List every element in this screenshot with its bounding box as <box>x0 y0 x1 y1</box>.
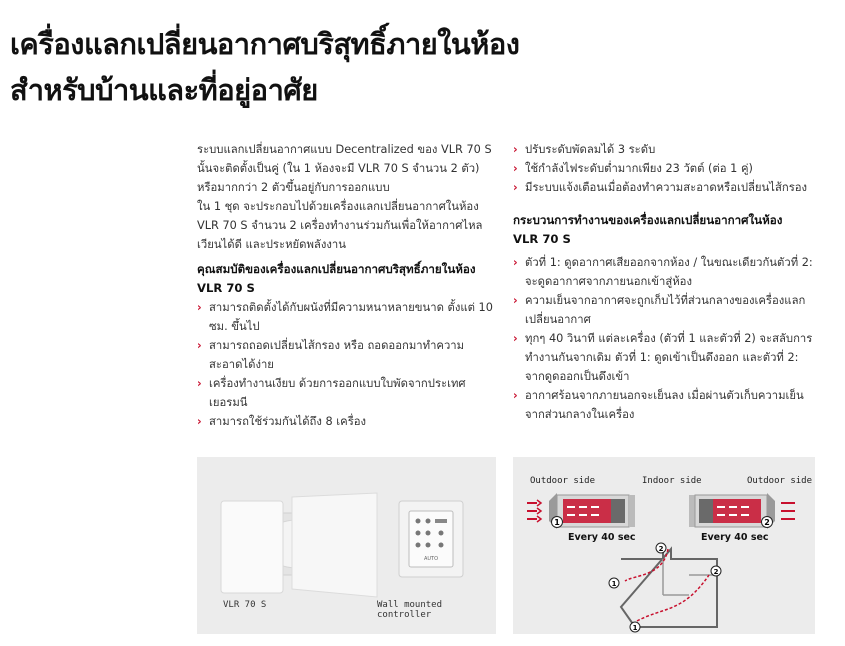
floor-plan <box>609 543 721 632</box>
label-indoor: Indoor side <box>642 476 702 486</box>
caption-controller: Wall mounted controller <box>377 600 443 620</box>
airflow-diagram-panel <box>513 457 815 634</box>
unit-right-core-warm <box>713 499 761 523</box>
controller-button-icon <box>439 531 444 536</box>
list-item: › สามารถใช้ร่วมกันได้ถึง 8 เครื่อง <box>197 412 497 431</box>
plan-unit-1b-number: 1 <box>632 624 638 632</box>
controller-button-icon <box>439 543 444 548</box>
plan-unit-2-number: 2 <box>658 545 664 553</box>
list-item: › ปรับระดับพัดลมได้ 3 ระดับ <box>513 140 818 159</box>
list-item: › อากาศร้อนจากภายนอกจะเย็นลง เมื่อผ่านตัวเก็บความเย็นจากส่วนกลางในเครื่อง <box>513 386 818 424</box>
chevron-right-icon: › <box>197 339 202 352</box>
unit-right <box>689 493 795 529</box>
process-model: VLR 70 S <box>513 232 571 246</box>
inflow-arrow-icon <box>527 503 537 519</box>
chevron-right-icon: › <box>197 415 202 428</box>
spec-list <box>513 140 818 197</box>
process-heading: กระบวนการทำงานของเครื่องแลกเปลี่ยนอากาศในห้อง <box>513 213 783 227</box>
list-item: › ทุกๆ 40 วินาที แต่ละเครื่อง (ตัวที่ 1 และตัวที่ 2) จะสลับการทำงานกันจากเดิม ตัวที่ 1: ดูดเข้าเป็นดึงออก และตัวที่ 2: จากดูดออกเป็นดึงเข้า <box>513 329 818 386</box>
interval-label-right: Every 40 sec <box>701 532 769 543</box>
wall-block <box>292 493 377 597</box>
unit-left-endcap <box>629 495 635 527</box>
caption-unit: VLR 70 S <box>223 600 267 610</box>
controller-button-icon <box>416 543 421 548</box>
front-cover <box>221 501 283 593</box>
list-item: › ตัวที่ 1: ดูดอากาศเสียออกจากห้อง / ในขณะเดียวกันตัวที่ 2: จะดูดอากาศจากภายนอกเข้าสู่ห้อง <box>513 253 818 291</box>
list-item: › สามารถติดตั้งได้กับผนังที่มีความหนาหลายขนาด ตั้งแต่ 10 ซม. ขึ้นไป <box>197 298 497 336</box>
plan-unit-2b-number: 2 <box>713 568 719 576</box>
chevron-right-icon: › <box>513 294 518 307</box>
controller-button-icon <box>426 531 431 536</box>
title-line-1: เครื่องแลกเปลี่ยนอากาศบริสุทธิ์ภายในห้อง <box>10 27 520 61</box>
controller-button-icon <box>426 543 431 548</box>
airflow-path <box>637 575 709 621</box>
label-outdoor-left: Outdoor side <box>530 476 596 486</box>
arrowhead-icon <box>537 500 541 522</box>
unit-right-endcap <box>689 495 695 527</box>
left-text-column <box>197 140 497 431</box>
chevron-right-icon: › <box>513 181 518 194</box>
chevron-right-icon: › <box>513 162 518 175</box>
controller-button-icon <box>416 531 421 536</box>
controller-glyph: AUTO <box>423 556 439 562</box>
title-line-2: สำหรับบ้านและที่อยู่อาศัย <box>10 73 318 107</box>
features-model: VLR 70 S <box>197 281 255 295</box>
product-image-panel <box>197 457 496 634</box>
label-outdoor-right: Outdoor side <box>747 476 813 486</box>
chevron-right-icon: › <box>513 256 518 269</box>
controller-label-icon <box>435 519 447 523</box>
outflow-arrow-icon <box>781 503 795 519</box>
list-item: › มีระบบแจ้งเตือนเมื่อต้องทำความสะอาดหรือเปลี่ยนไส้กรอง <box>513 178 818 197</box>
list-item: › ใช้กำลังไฟระดับต่ำมากเพียง 23 วัตต์ (ต่อ 1 คู่) <box>513 159 818 178</box>
controller-button-icon <box>426 519 431 524</box>
list-item: › ความเย็นจากอากาศจะถูกเก็บไว้ที่ส่วนกลางของเครื่องแลกเปลี่ยนอากาศ <box>513 291 818 329</box>
chevron-right-icon: › <box>513 332 518 345</box>
features-list <box>197 298 497 431</box>
list-item: › สามารถถอดเปลี่ยนไส้กรอง หรือ ถอดออกมาทำความสะอาดได้ง่าย <box>197 336 497 374</box>
process-list <box>513 253 818 424</box>
unit-1-number: 1 <box>554 518 560 527</box>
unit-left-core-warm <box>563 499 611 523</box>
intro-paragraph-2: ใน 1 ชุด จะประกอบไปด้วยเครื่องแลกเปลี่ยนอากาศในห้อง VLR 70 S จำนวน 2 เครื่องทำงานร่วมกันเพื่อให้อากาศไหลเวียนได้ดี และประหยัดพลังงาน <box>197 200 483 251</box>
unit-left <box>527 493 635 529</box>
chevron-right-icon: › <box>197 377 202 390</box>
chevron-right-icon: › <box>197 301 202 314</box>
floor-plan-walls <box>621 549 717 627</box>
floor-plan-inner-walls <box>663 559 717 595</box>
controller-button-icon <box>416 519 421 524</box>
intro-paragraph-1: ระบบแลกเปลี่ยนอากาศแบบ Decentralized ของ VLR 70 S นั้นจะติดตั้งเป็นคู่ (ใน 1 ห้องจะมี VLR 70 S จำนวน 2 ตัว) หรือมากกว่า 2 ตัวขึ้นอยู่กับการออกแบบ <box>197 143 492 194</box>
plan-unit-1-number: 1 <box>611 580 617 588</box>
list-item: › เครื่องทำงานเงียบ ด้วยการออกแบบใบพัดจากประเทศเยอรมนี <box>197 374 497 412</box>
features-heading: คุณสมบัติของเครื่องแลกเปลี่ยนอากาศบริสุทธิ์ภายในห้อง <box>197 262 476 276</box>
airflow-diagram <box>513 457 815 634</box>
interval-label-left: Every 40 sec <box>568 532 636 543</box>
unit-right-core-cool <box>699 499 713 523</box>
unit-2-number: 2 <box>764 518 770 527</box>
right-text-column <box>513 140 818 424</box>
unit-left-core-cool <box>611 499 625 523</box>
chevron-right-icon: › <box>513 389 518 402</box>
chevron-right-icon: › <box>513 143 518 156</box>
